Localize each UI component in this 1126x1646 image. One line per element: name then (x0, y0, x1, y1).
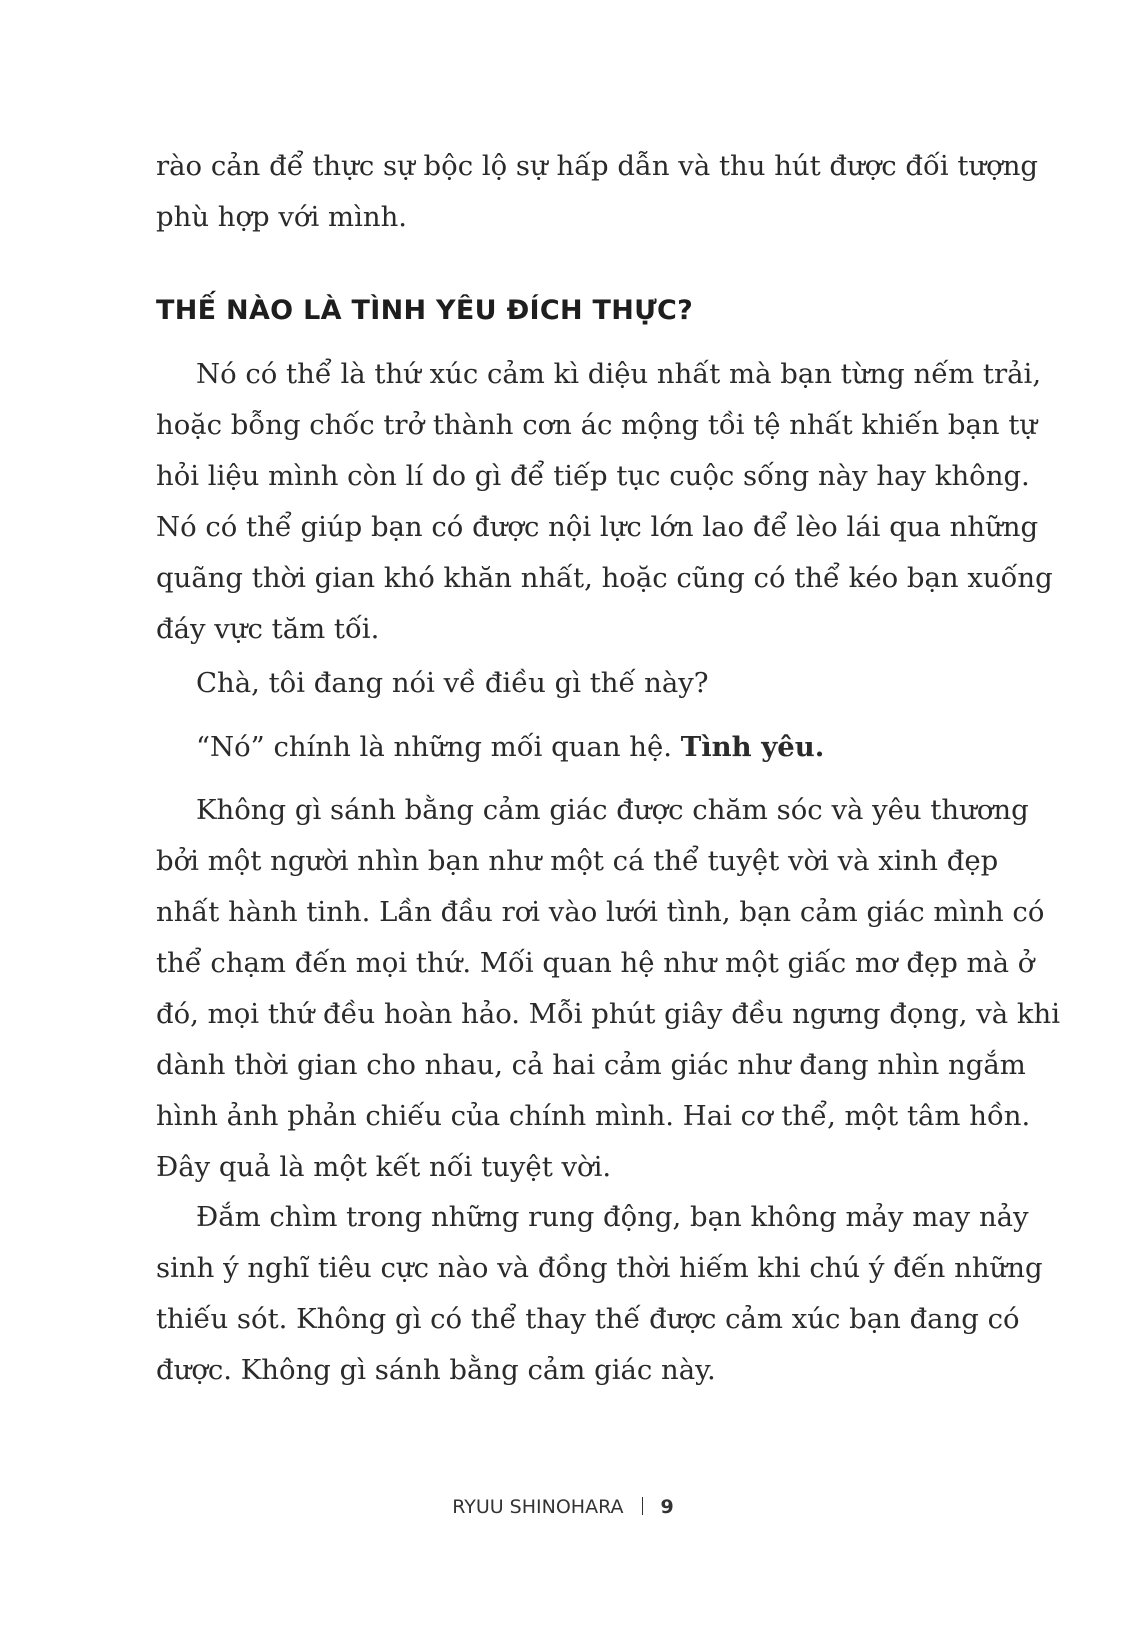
text-line: đáy vực tăm tối. (156, 613, 380, 645)
text-line: hỏi liệu mình còn lí do gì để tiếp tục cuộc sống này hay không. (156, 460, 1030, 492)
text-line: thiếu sót. Không gì có thể thay thế được cảm xúc bạn đang có (156, 1303, 1020, 1335)
text-line: bởi một người nhìn bạn như một cá thể tuyệt vời và xinh đẹp (156, 845, 999, 877)
text-line: phù hợp với mình. (156, 201, 408, 233)
text-line: Nó có thể là thứ xúc cảm kì diệu nhất mà bạn từng nếm trải, (196, 358, 1042, 390)
text-line: sinh ý nghĩ tiêu cực nào và đồng thời hiếm khi chú ý đến những (156, 1252, 1043, 1284)
author-name: RYUU SHINOHARA (452, 1496, 624, 1518)
top-paragraph (156, 141, 1039, 243)
page-number: 9 (660, 1496, 674, 1518)
text-line: đó, mọi thứ đều hoàn hảo. Mỗi phút giây đều ngưng đọng, và khi (156, 998, 1061, 1030)
paragraph-1 (156, 349, 1053, 655)
footer-divider (642, 1497, 643, 1515)
text-line: rào cản để thực sự bộc lộ sự hấp dẫn và thu hút được đối tượng (156, 150, 1039, 182)
text-line (156, 722, 962, 773)
paragraph-3-bold-text: Tình yêu. (680, 731, 825, 763)
text-line: Đây quả là một kết nối tuyệt vời. (156, 1151, 612, 1183)
paragraph-4 (156, 785, 1061, 1193)
text-line: được. Không gì sánh bằng cảm giác này. (156, 1354, 716, 1386)
paragraph-2 (156, 658, 962, 709)
text-line: hình ảnh phản chiếu của chính mình. Hai cơ thể, một tâm hồn. (156, 1100, 1031, 1132)
text-line: Chà, tôi đang nói về điều gì thế này? (196, 667, 709, 699)
text-line: nhất hành tinh. Lần đầu rơi vào lưới tình, bạn cảm giác mình có (156, 896, 1045, 928)
text-line: thể chạm đến mọi thứ. Mối quan hệ như một giấc mơ đẹp mà ở (156, 947, 1035, 979)
paragraph-5 (156, 1192, 1043, 1396)
text-line: hoặc bỗng chốc trở thành cơn ác mộng tồi tệ nhất khiến bạn tự (156, 409, 1038, 441)
section-heading: THẾ NÀO LÀ TÌNH YÊU ĐÍCH THỰC? (156, 295, 694, 326)
text-line: Không gì sánh bằng cảm giác được chăm sóc và yêu thương (196, 794, 1029, 826)
text-line: quãng thời gian khó khăn nhất, hoặc cũng có thể kéo bạn xuống (156, 562, 1053, 594)
text-line: dành thời gian cho nhau, cả hai cảm giác như đang nhìn ngắm (156, 1049, 1026, 1081)
text-line: Nó có thể giúp bạn có được nội lực lớn lao để lèo lái qua những (156, 511, 1039, 543)
text-line: Đắm chìm trong những rung động, bạn không mảy may nảy (196, 1201, 1029, 1233)
paragraph-3 (156, 722, 962, 773)
page-footer (0, 1496, 1126, 1518)
paragraph-3-text: “Nó” chính là những mối quan hệ. (196, 731, 681, 763)
